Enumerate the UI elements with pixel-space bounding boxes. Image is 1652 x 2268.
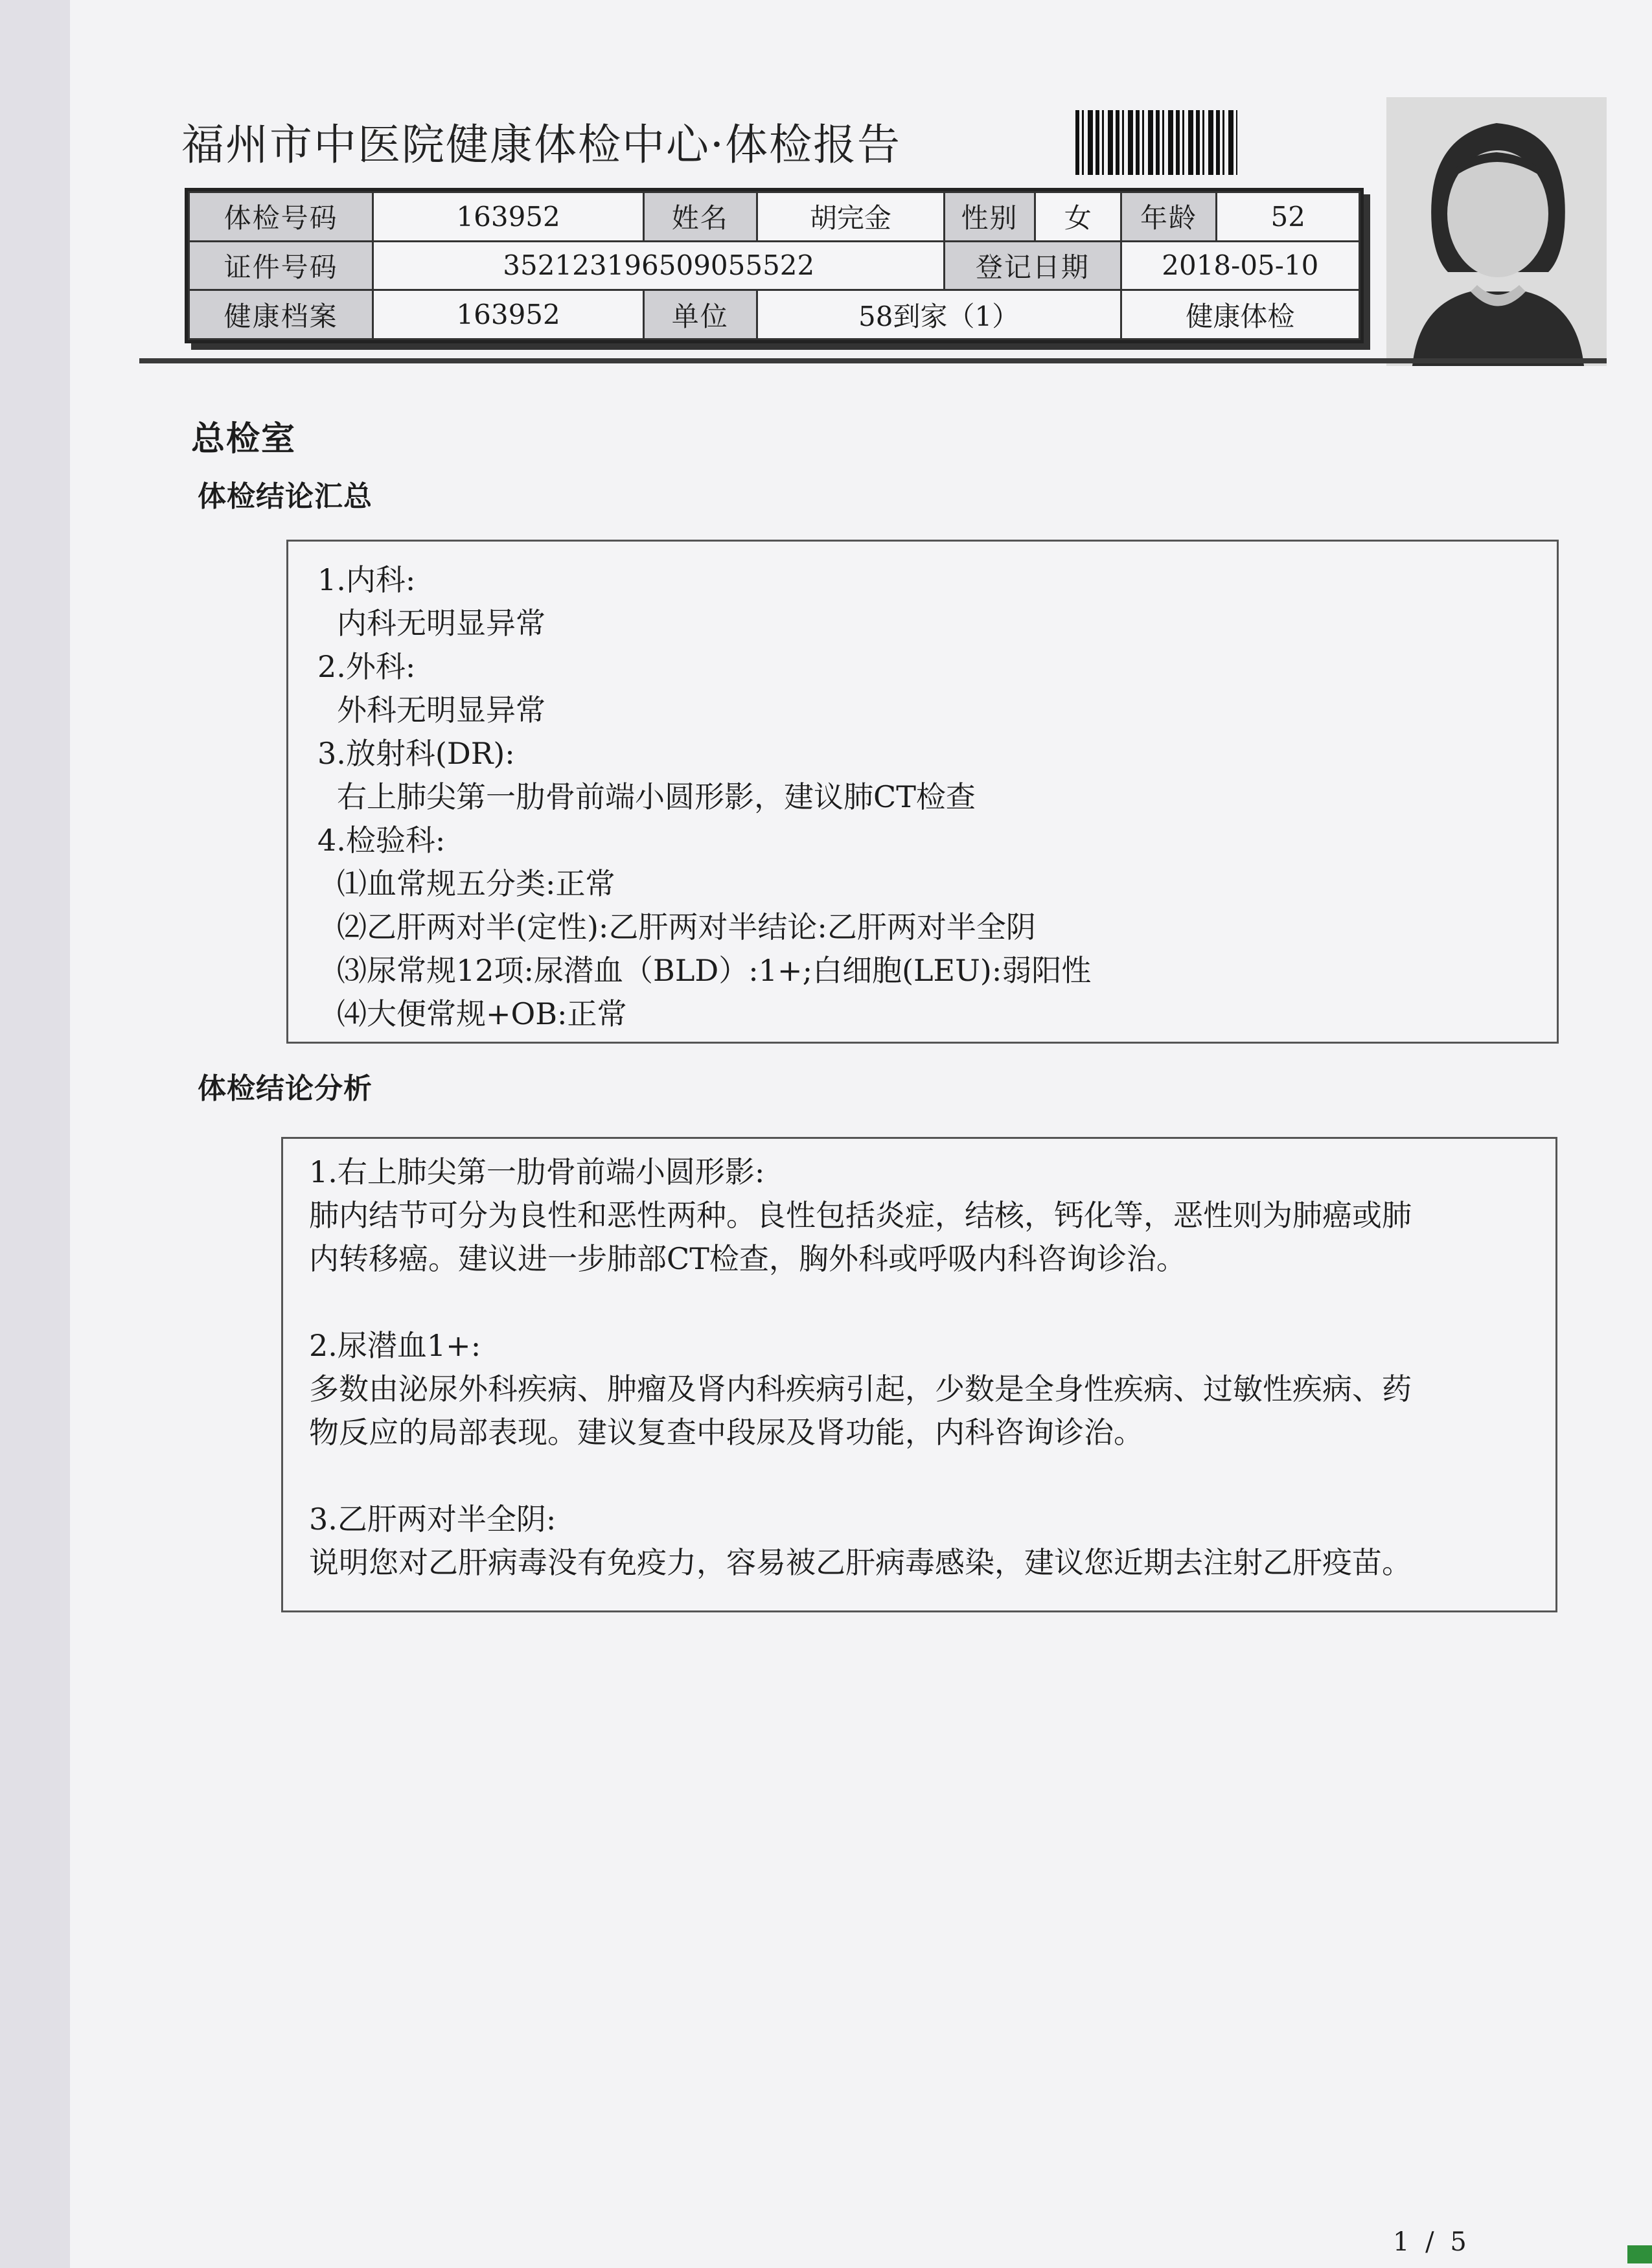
summary-line: ⑵乙肝两对半(定性):乙肝两对半结论:乙肝两对半全阴 <box>337 910 1036 945</box>
patient-photo <box>1386 97 1607 366</box>
summary-box <box>286 540 1559 1044</box>
summary-line: 2.外科: <box>317 649 416 684</box>
summary-line: 3.放射科(DR): <box>317 736 515 771</box>
record-value: 163952 <box>373 290 644 339</box>
analysis-line: 1.右上肺尖第一肋骨前端小圆形影: <box>309 1154 765 1189</box>
summary-line: ⑶尿常规12项:尿潜血（BLD）:1+;白细胞(LEU):弱阳性 <box>337 953 1092 988</box>
unit-label: 单位 <box>643 290 757 339</box>
header-divider <box>139 358 1607 363</box>
summary-title: 体检结论汇总 <box>198 480 373 513</box>
page-number: 1 / 5 <box>1393 2227 1471 2257</box>
analysis-line: 3.乙肝两对半全阴: <box>309 1502 556 1537</box>
id-label: 证件号码 <box>189 241 373 290</box>
summary-line: 1.内科: <box>317 562 416 597</box>
summary-line: 外科无明显异常 <box>337 693 545 727</box>
reg-date-value: 2018-05-10 <box>1121 241 1359 290</box>
name-label: 姓名 <box>643 192 757 242</box>
analysis-line: 内转移癌。建议进一步肺部CT检查，胸外科或呼吸内科咨询诊治。 <box>309 1241 1186 1276</box>
analysis-title: 体检结论分析 <box>198 1072 373 1105</box>
binding-spine <box>0 0 73 2268</box>
patient-info-table <box>185 188 1364 343</box>
analysis-box <box>281 1137 1557 1612</box>
record-label: 健康档案 <box>189 290 373 339</box>
section-title: 总检室 <box>191 419 297 459</box>
analysis-line: 2.尿潜血1+: <box>309 1328 481 1363</box>
summary-line: 内科无明显异常 <box>337 606 545 641</box>
analysis-line: 肺内结节可分为良性和恶性两种。良性包括炎症，结核，钙化等，恶性则为肺癌或肺 <box>309 1198 1412 1233</box>
exam-no-value: 163952 <box>373 192 644 242</box>
age-value: 52 <box>1217 192 1360 242</box>
age-label: 年龄 <box>1121 192 1217 242</box>
summary-line: 4.检验科: <box>317 823 446 858</box>
gender-value: 女 <box>1035 192 1121 242</box>
name-value: 胡完金 <box>757 192 945 242</box>
gender-label: 性别 <box>945 192 1035 242</box>
summary-line: ⑴血常规五分类:正常 <box>337 866 615 901</box>
analysis-line: 物反应的局部表现。建议复查中段尿及肾功能，内科咨询诊治。 <box>309 1415 1143 1450</box>
portrait-image <box>1386 97 1607 366</box>
exam-type-value: 健康体检 <box>1121 290 1359 339</box>
id-value: 352123196509055522 <box>373 241 945 290</box>
corner-sticker <box>1627 2245 1652 2263</box>
summary-line: ⑷大便常规+OB:正常 <box>337 996 627 1031</box>
analysis-line: 多数由泌尿外科疾病、肿瘤及肾内科疾病引起，少数是全身性疾病、过敏性疾病、药 <box>309 1371 1412 1406</box>
analysis-line: 说明您对乙肝病毒没有免疫力，容易被乙肝病毒感染，建议您近期去注射乙肝疫苗。 <box>309 1545 1412 1580</box>
report-title: 福州市中医院健康体检中心·体检报告 <box>181 120 901 170</box>
reg-date-label: 登记日期 <box>945 241 1121 290</box>
barcode <box>1075 110 1237 175</box>
exam-no-label: 体检号码 <box>189 192 373 242</box>
unit-value: 58到家（1） <box>757 290 1121 339</box>
summary-line: 右上肺尖第一肋骨前端小圆形影，建议肺CT检查 <box>337 779 976 814</box>
